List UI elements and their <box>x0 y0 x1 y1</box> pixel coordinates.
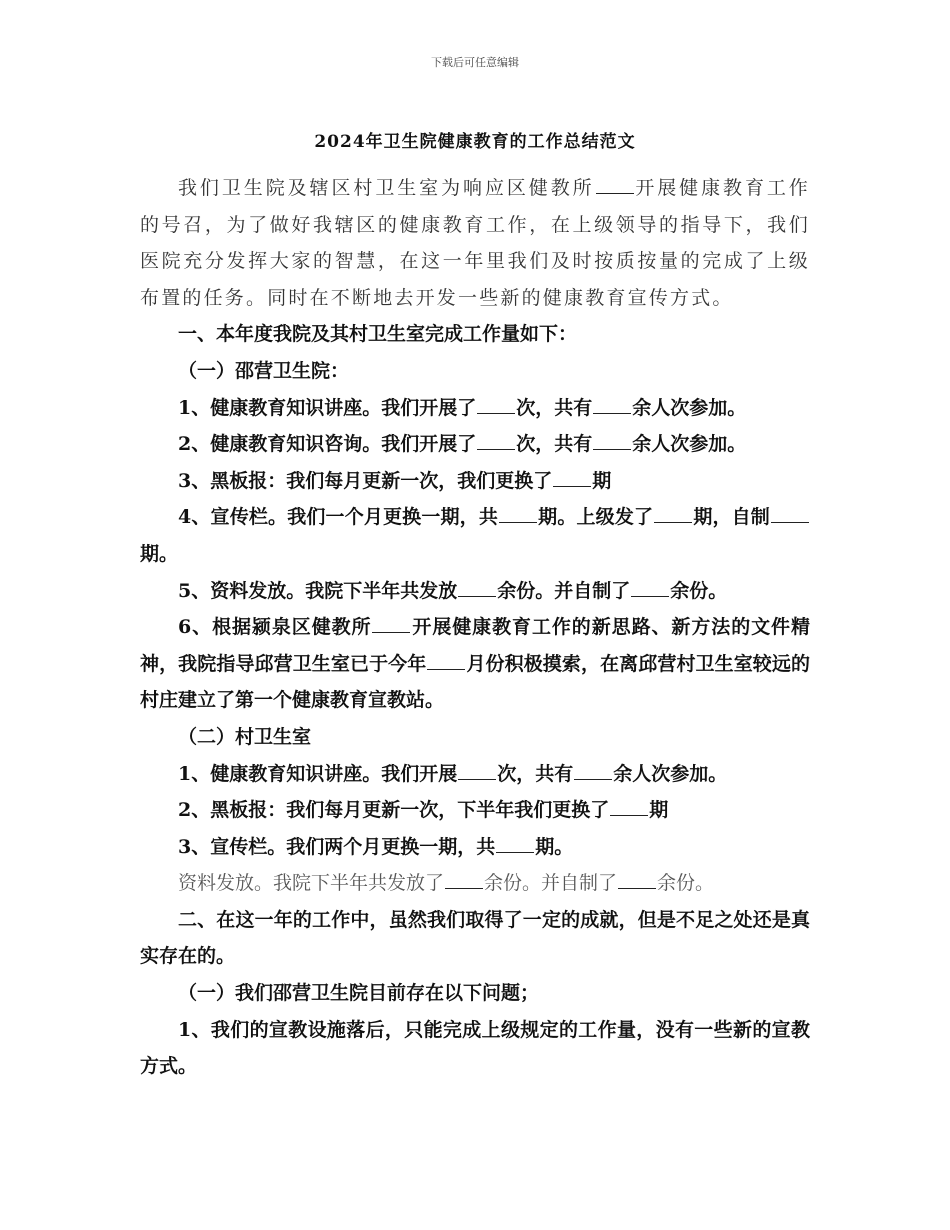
fill-in-blank <box>610 814 648 816</box>
section-1-sub-1-item-4: 4、宣传栏。我们一个月更换一期，共 期。上级发了 期，自制期。 <box>140 499 810 572</box>
fill-in-blank <box>477 412 515 414</box>
section-1-sub-1-item-5: 5、资料发放。我院下半年共发放 余份。并自制了 余份。 <box>178 579 728 602</box>
fill-in-blank <box>593 412 631 414</box>
document-body <box>140 170 810 1085</box>
fill-in-blank <box>631 595 669 597</box>
section-1-sub-1-item-1: 1、健康教育知识讲座。我们开展了 次，共有 余人次参加。 <box>178 396 747 419</box>
document-title: 2024年卫生院健康教育的工作总结范文 <box>314 132 636 152</box>
fill-in-blank <box>445 887 483 889</box>
fill-in-blank <box>618 887 656 889</box>
intro-paragraph: 我们卫生院及辖区村卫生室为响应区健教所 开展健康教育工作的号召，为了做好我辖区的健康教育工作，在上级领导的指导下，我们医院充分发挥大家的智慧，在这一年里我们及时按质按量的完成了上级布置的任务。同时在不断地去开发一些新的健康教育宣传方式。 <box>140 177 810 309</box>
fill-in-blank <box>771 521 809 523</box>
section-1-sub-1-item-6: 6、根据颍泉区健教所 开展健康教育工作的新思路、新方法的文件精神，我院指导邱营卫生室已于今年 月份积极摸索，在离邱营村卫生室较远的村庄建立了第一个健康教育宣教站。 <box>140 616 810 712</box>
fill-in-blank <box>496 851 534 853</box>
fill-in-blank <box>458 778 496 780</box>
fill-in-blank <box>596 192 634 194</box>
header-note: 下载后可任意编辑 <box>431 56 519 69</box>
section-1-sub-2-note: 资料发放。我院下半年共发放了 余份。并自制了 余份。 <box>178 872 715 895</box>
fill-in-blank <box>427 668 465 670</box>
fill-in-blank <box>593 448 631 450</box>
section-2-sub-1-heading: （一）我们邵营卫生院目前存在以下问题； <box>178 982 540 1005</box>
section-1-sub-2-heading: （二）村卫生室 <box>178 725 312 748</box>
section-2-sub-1-item-1: 1、我们的宣教设施落后，只能完成上级规定的工作量，没有一些新的宣教方式。 <box>140 1018 810 1078</box>
section-1-sub-2-item-1: 1、健康教育知识讲座。我们开展 次，共有 余人次参加。 <box>178 762 728 785</box>
fill-in-blank <box>372 631 410 633</box>
section-2-heading: 二、在这一年的工作中，虽然我们取得了一定的成就，但是不足之处还是真实存在的。 <box>140 908 810 968</box>
fill-in-blank <box>458 595 496 597</box>
section-1-sub-1-item-2: 2、健康教育知识咨询。我们开展了 次，共有 余人次参加。 <box>178 433 747 456</box>
section-1-sub-1-heading: （一）邵营卫生院： <box>178 359 350 382</box>
section-1-sub-1-item-3: 3、黑板报：我们每月更新一次，我们更换了 期 <box>178 469 612 492</box>
section-1-sub-2-item-3: 3、宣传栏。我们两个月更换一期，共 期。 <box>178 835 574 858</box>
fill-in-blank <box>574 778 612 780</box>
fill-in-blank <box>654 521 692 523</box>
fill-in-blank <box>553 485 591 487</box>
fill-in-blank <box>477 448 515 450</box>
section-1-sub-2-item-2: 2、黑板报：我们每月更新一次，下半年我们更换了 期 <box>178 799 669 822</box>
section-1-heading: 一、本年度我院及其村卫生室完成工作量如下： <box>178 323 578 346</box>
fill-in-blank <box>499 521 537 523</box>
